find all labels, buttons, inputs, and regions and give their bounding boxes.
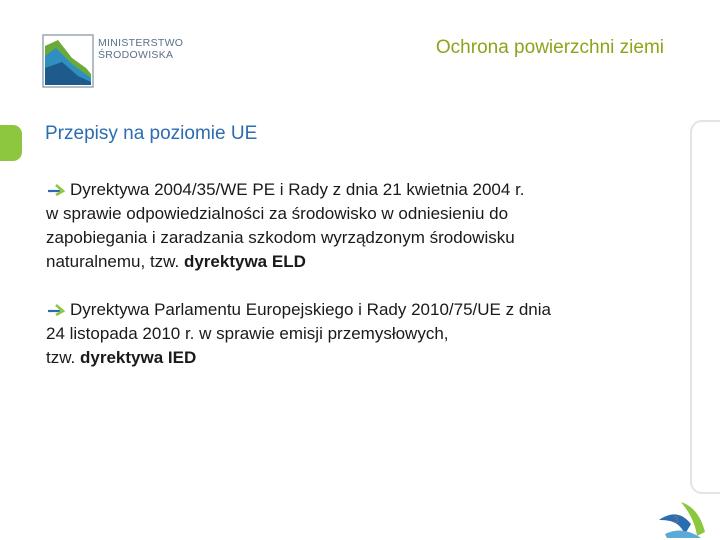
item-text: Dyrektywa 2004/35/WE PE i Rady z dnia 21 kwietnia 2004 r. bbox=[70, 180, 525, 199]
ministry-swoosh-icon bbox=[655, 494, 713, 540]
item-line: 24 listopada 2010 r. w sprawie emisji przemysłowych, bbox=[46, 324, 449, 343]
logo-text-line2: ŚRODOWISKA bbox=[98, 49, 174, 61]
item-text: Dyrektywa Parlamentu Europejskiego i Rady 2010/75/UE z dnia bbox=[70, 300, 551, 319]
chevron-arrow-bullet-icon bbox=[46, 302, 68, 316]
item-line bbox=[46, 346, 676, 370]
item-text: naturalnemu, tzw. bbox=[46, 252, 184, 271]
item-line bbox=[46, 250, 676, 274]
section-title: Przepisy na poziomie UE bbox=[45, 123, 258, 144]
directive-name: dyrektywa ELD bbox=[183, 252, 306, 271]
right-decorative-panel bbox=[690, 120, 720, 494]
ministry-logo bbox=[42, 34, 202, 88]
page-number: 3 bbox=[673, 515, 679, 526]
header-title: Ochrona powierzchni ziemi bbox=[435, 37, 664, 58]
logo-text-line1: MINISTERSTWO bbox=[98, 37, 184, 49]
mountain-logo-icon bbox=[42, 34, 94, 88]
item-text: tzw. bbox=[46, 348, 81, 367]
directive-name: dyrektywa IED bbox=[80, 348, 197, 367]
item-line: zapobiegania i zaradzania szkodom wyrządzonym środowisku bbox=[46, 228, 515, 247]
item-line bbox=[46, 178, 676, 202]
chevron-arrow-bullet-icon bbox=[46, 182, 68, 196]
directive-item-ied bbox=[46, 298, 676, 370]
item-line bbox=[46, 298, 676, 322]
directive-item-eld bbox=[46, 178, 676, 274]
item-line: w sprawie odpowiedzialności za środowisko w odniesieniu do bbox=[46, 204, 509, 223]
left-accent-tab bbox=[0, 125, 22, 161]
